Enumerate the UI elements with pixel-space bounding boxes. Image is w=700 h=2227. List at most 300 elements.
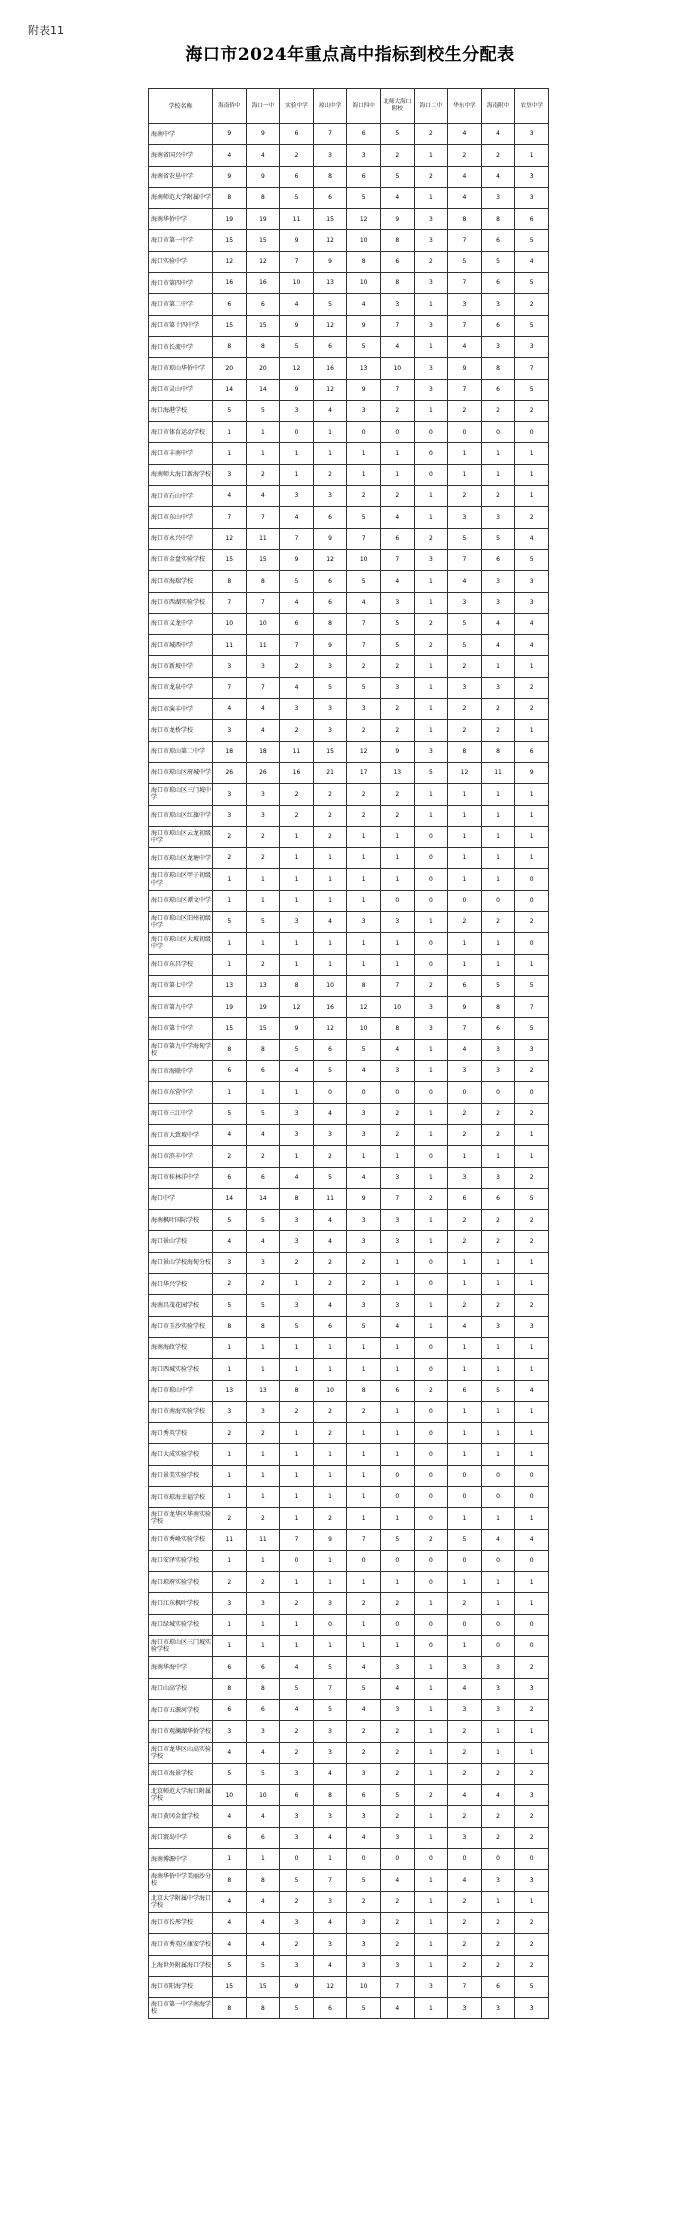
quota-cell: 1 [213, 1359, 247, 1380]
quota-cell: 1 [414, 400, 448, 421]
table-row [149, 1593, 549, 1614]
quota-cell: 15 [213, 1018, 247, 1039]
quota-cell: 4 [280, 1699, 314, 1720]
quota-cell: 12 [246, 251, 280, 272]
quota-cell: 3 [481, 592, 515, 613]
school-name-cell: 海口市第一中学南海学校 [149, 1998, 213, 2019]
quota-cell: 1 [414, 1721, 448, 1742]
quota-cell: 3 [347, 1295, 381, 1316]
quota-cell: 0 [515, 422, 549, 443]
quota-cell: 2 [213, 1572, 247, 1593]
quota-cell: 2 [515, 1912, 549, 1933]
school-name-cell: 海口黄冈金盘学校 [149, 1806, 213, 1827]
quota-cell: 7 [448, 230, 482, 251]
quota-cell: 1 [414, 1934, 448, 1955]
quota-cell: 5 [347, 571, 381, 592]
quota-cell: 1 [280, 848, 314, 869]
table-row [149, 848, 549, 869]
quota-cell: 3 [347, 1955, 381, 1976]
quota-cell: 1 [481, 1572, 515, 1593]
quota-cell: 5 [515, 1976, 549, 1997]
quota-cell: 3 [313, 699, 347, 720]
quota-cell: 1 [347, 848, 381, 869]
quota-cell: 4 [448, 1785, 482, 1806]
quota-cell: 2 [448, 1231, 482, 1252]
quota-cell: 1 [515, 1401, 549, 1422]
quota-cell: 5 [515, 230, 549, 251]
school-name-cell: 海口市第二中学 [149, 294, 213, 315]
quota-cell: 0 [515, 890, 549, 911]
quota-cell: 6 [380, 251, 414, 272]
quota-cell: 4 [380, 1039, 414, 1060]
quota-cell: 3 [280, 1210, 314, 1231]
quota-cell: 1 [515, 720, 549, 741]
quota-cell: 1 [448, 1444, 482, 1465]
school-name-cell: 海口市丰南中学 [149, 443, 213, 464]
quota-cell: 0 [347, 422, 381, 443]
quota-cell: 3 [347, 1763, 381, 1784]
quota-cell: 4 [246, 1124, 280, 1145]
quota-cell: 4 [313, 1912, 347, 1933]
column-header: 海南附中 [481, 89, 515, 124]
quota-cell: 4 [313, 1231, 347, 1252]
quota-cell: 2 [380, 1934, 414, 1955]
quota-cell: 1 [246, 1444, 280, 1465]
quota-cell: 1 [380, 1146, 414, 1167]
table-row [149, 1998, 549, 2019]
quota-cell: 4 [448, 1870, 482, 1891]
quota-cell: 1 [414, 656, 448, 677]
quota-cell: 6 [347, 166, 381, 187]
quota-cell: 6 [347, 124, 381, 145]
quota-cell: 1 [481, 1444, 515, 1465]
quota-cell: 4 [380, 1998, 414, 2019]
table-row [149, 1316, 549, 1337]
table-row [149, 613, 549, 634]
quota-cell: 1 [414, 507, 448, 528]
quota-cell: 3 [246, 1252, 280, 1273]
quota-cell: 1 [515, 1742, 549, 1763]
quota-cell: 7 [313, 1678, 347, 1699]
quota-cell: 5 [347, 1316, 381, 1337]
quota-cell: 3 [481, 1998, 515, 2019]
quota-cell: 2 [481, 1806, 515, 1827]
quota-cell: 4 [347, 1657, 381, 1678]
quota-cell: 2 [280, 656, 314, 677]
quota-cell: 1 [414, 1891, 448, 1912]
quota-cell: 2 [448, 1295, 482, 1316]
quota-cell: 3 [347, 699, 381, 720]
quota-cell: 3 [448, 1699, 482, 1720]
school-name-cell: 海口市第十四中学 [149, 315, 213, 336]
quota-cell: 0 [481, 1614, 515, 1635]
quota-cell: 4 [347, 1061, 381, 1082]
quota-cell: 7 [380, 549, 414, 570]
quota-cell: 1 [414, 1316, 448, 1337]
quota-cell: 12 [280, 997, 314, 1018]
school-name-cell: 海南华侨中学 [149, 209, 213, 230]
quota-cell: 2 [246, 1146, 280, 1167]
quota-cell: 2 [246, 464, 280, 485]
quota-cell: 0 [380, 1082, 414, 1103]
quota-cell: 1 [515, 486, 549, 507]
quota-cell: 10 [380, 997, 414, 1018]
quota-cell: 2 [481, 486, 515, 507]
quota-cell: 0 [515, 1082, 549, 1103]
quota-cell: 2 [414, 635, 448, 656]
table-row [149, 1061, 549, 1082]
school-name-cell: 海口市琼山区三门坡实验学校 [149, 1636, 213, 1657]
quota-cell: 10 [347, 273, 381, 294]
quota-cell: 19 [246, 209, 280, 230]
quota-cell: 4 [213, 699, 247, 720]
quota-cell: 6 [481, 1018, 515, 1039]
quota-cell: 15 [213, 315, 247, 336]
quota-cell: 7 [280, 528, 314, 549]
table-row [149, 1614, 549, 1635]
quota-cell: 3 [280, 400, 314, 421]
quota-cell: 0 [414, 1487, 448, 1508]
quota-cell: 1 [213, 1614, 247, 1635]
quota-cell: 3 [380, 1231, 414, 1252]
quota-cell: 1 [481, 1593, 515, 1614]
quota-cell: 2 [448, 1593, 482, 1614]
quota-cell: 1 [246, 933, 280, 954]
quota-cell: 4 [380, 1678, 414, 1699]
quota-cell: 2 [246, 1572, 280, 1593]
quota-cell: 10 [280, 273, 314, 294]
quota-cell: 1 [313, 422, 347, 443]
quota-cell: 1 [246, 1636, 280, 1657]
quota-cell: 4 [246, 720, 280, 741]
quota-cell: 1 [347, 1614, 381, 1635]
quota-cell: 5 [280, 1998, 314, 2019]
quota-cell: 3 [515, 124, 549, 145]
quota-cell: 2 [347, 1742, 381, 1763]
quota-cell: 3 [448, 1657, 482, 1678]
quota-cell: 6 [481, 273, 515, 294]
quota-cell: 1 [313, 890, 347, 911]
quota-cell: 1 [515, 1593, 549, 1614]
quota-cell: 8 [213, 1316, 247, 1337]
quota-cell: 1 [280, 464, 314, 485]
quota-cell: 1 [280, 1337, 314, 1358]
quota-cell: 10 [347, 1976, 381, 1997]
quota-cell: 1 [380, 826, 414, 847]
quota-cell: 8 [213, 1678, 247, 1699]
quota-cell: 8 [213, 1039, 247, 1060]
quota-cell: 1 [515, 805, 549, 826]
quota-cell: 3 [515, 187, 549, 208]
quota-cell: 16 [313, 997, 347, 1018]
quota-cell: 10 [246, 1785, 280, 1806]
quota-cell: 0 [414, 1508, 448, 1529]
quota-cell: 18 [213, 741, 247, 762]
quota-cell: 1 [347, 890, 381, 911]
quota-cell: 6 [213, 1167, 247, 1188]
quota-cell: 3 [280, 1231, 314, 1252]
quota-cell: 2 [380, 1593, 414, 1614]
quota-cell: 2 [515, 1806, 549, 1827]
quota-cell: 13 [246, 1380, 280, 1401]
quota-cell: 1 [414, 145, 448, 166]
quota-cell: 4 [347, 294, 381, 315]
table-row [149, 1976, 549, 1997]
quota-cell: 2 [347, 805, 381, 826]
quota-cell: 1 [414, 1657, 448, 1678]
quota-cell: 2 [213, 826, 247, 847]
quota-cell: 19 [213, 209, 247, 230]
quota-cell: 4 [481, 635, 515, 656]
school-name-cell: 海南省农垦中学 [149, 166, 213, 187]
quota-cell: 1 [414, 294, 448, 315]
quota-cell: 2 [448, 1955, 482, 1976]
quota-cell: 5 [481, 975, 515, 996]
quota-cell: 6 [313, 507, 347, 528]
quota-cell: 1 [448, 869, 482, 890]
quota-cell: 4 [448, 166, 482, 187]
quota-cell: 7 [380, 315, 414, 336]
quota-cell: 12 [313, 379, 347, 400]
quota-cell: 13 [313, 273, 347, 294]
table-row [149, 336, 549, 357]
school-name-cell: 海口中学 [149, 1188, 213, 1209]
quota-cell: 10 [313, 1380, 347, 1401]
quota-cell: 4 [246, 145, 280, 166]
quota-cell: 0 [347, 1849, 381, 1870]
quota-cell: 3 [515, 1678, 549, 1699]
quota-cell: 1 [347, 1636, 381, 1657]
quota-cell: 1 [414, 1699, 448, 1720]
quota-cell: 3 [380, 592, 414, 613]
quota-cell: 2 [280, 1593, 314, 1614]
quota-cell: 8 [481, 997, 515, 1018]
table-row [149, 145, 549, 166]
quota-cell: 2 [448, 911, 482, 932]
quota-cell: 7 [448, 1018, 482, 1039]
quota-cell: 2 [481, 720, 515, 741]
quota-cell: 2 [448, 400, 482, 421]
appendix-label: 附表11 [28, 24, 64, 37]
quota-cell: 12 [347, 209, 381, 230]
table-row [149, 1657, 549, 1678]
quota-cell: 3 [481, 1699, 515, 1720]
table-row [149, 1487, 549, 1508]
quota-cell: 2 [347, 1593, 381, 1614]
quota-cell: 1 [213, 1487, 247, 1508]
quota-cell: 3 [481, 187, 515, 208]
quota-cell: 1 [481, 1742, 515, 1763]
school-name-cell: 海口市琼山区龙塘中学 [149, 848, 213, 869]
quota-cell: 1 [515, 443, 549, 464]
quota-cell: 3 [313, 656, 347, 677]
quota-cell: 2 [481, 1103, 515, 1124]
quota-cell: 3 [481, 1870, 515, 1891]
quota-cell: 1 [414, 805, 448, 826]
school-name-cell: 海口景山学校海甸分校 [149, 1252, 213, 1273]
quota-cell: 1 [414, 720, 448, 741]
quota-cell: 6 [213, 1657, 247, 1678]
quota-cell: 6 [246, 294, 280, 315]
table-row [149, 422, 549, 443]
quota-cell: 1 [414, 1210, 448, 1231]
quota-cell: 4 [448, 336, 482, 357]
quota-cell: 2 [481, 1124, 515, 1145]
quota-cell: 5 [280, 1870, 314, 1891]
quota-cell: 3 [347, 1210, 381, 1231]
table-row [149, 1103, 549, 1124]
quota-cell: 4 [313, 1295, 347, 1316]
quota-cell: 2 [380, 1742, 414, 1763]
quota-cell: 0 [481, 1082, 515, 1103]
quota-cell: 1 [380, 848, 414, 869]
school-name-cell: 海口市灵山中学 [149, 379, 213, 400]
quota-cell: 1 [246, 1465, 280, 1486]
quota-cell: 6 [313, 1316, 347, 1337]
quota-cell: 3 [414, 997, 448, 1018]
quota-cell: 1 [414, 1103, 448, 1124]
quota-cell: 2 [347, 1252, 381, 1273]
quota-cell: 7 [213, 592, 247, 613]
quota-cell: 0 [347, 1550, 381, 1571]
quota-cell: 1 [347, 1444, 381, 1465]
document-title: 海口市2024年重点高中指标到校生分配表 [185, 45, 515, 65]
quota-cell: 3 [414, 315, 448, 336]
quota-cell: 9 [246, 166, 280, 187]
quota-cell: 2 [380, 145, 414, 166]
quota-cell: 3 [347, 145, 381, 166]
quota-cell: 0 [414, 869, 448, 890]
table-row [149, 1188, 549, 1209]
quota-cell: 8 [213, 336, 247, 357]
quota-cell: 2 [515, 1827, 549, 1848]
quota-cell: 13 [246, 975, 280, 996]
quota-cell: 1 [313, 1487, 347, 1508]
quota-cell: 0 [414, 826, 448, 847]
quota-cell: 1 [380, 954, 414, 975]
table-row [149, 1678, 549, 1699]
column-header: 海口四中 [347, 89, 381, 124]
quota-cell: 5 [414, 762, 448, 783]
quota-cell: 6 [213, 1061, 247, 1082]
quota-cell: 7 [246, 507, 280, 528]
quota-cell: 9 [380, 209, 414, 230]
quota-cell: 1 [380, 1572, 414, 1593]
quota-cell: 3 [280, 911, 314, 932]
school-name-cell: 海口市龙华区华南实验学校 [149, 1508, 213, 1529]
quota-cell: 1 [448, 805, 482, 826]
quota-cell: 3 [481, 571, 515, 592]
school-name-cell: 海南中学 [149, 124, 213, 145]
quota-cell: 9 [213, 124, 247, 145]
quota-cell: 10 [213, 1785, 247, 1806]
quota-cell: 3 [515, 1785, 549, 1806]
school-name-cell: 海南师范大学附属中学 [149, 187, 213, 208]
quota-cell: 0 [414, 1572, 448, 1593]
quota-cell: 0 [515, 869, 549, 890]
quota-cell: 7 [246, 592, 280, 613]
quota-cell: 3 [414, 230, 448, 251]
quota-cell: 7 [380, 1188, 414, 1209]
quota-cell: 3 [481, 294, 515, 315]
quota-cell: 0 [414, 1614, 448, 1635]
table-row [149, 1018, 549, 1039]
school-name-cell: 海口市第四中学 [149, 273, 213, 294]
quota-cell: 9 [313, 251, 347, 272]
quota-cell: 5 [313, 294, 347, 315]
quota-cell: 10 [246, 613, 280, 634]
quota-cell: 3 [448, 1167, 482, 1188]
school-name-cell: 海口市海瑞学校 [149, 571, 213, 592]
quota-cell: 0 [380, 422, 414, 443]
quota-cell: 1 [246, 1487, 280, 1508]
quota-cell: 5 [380, 613, 414, 634]
school-name-cell: 海南省国兴中学 [149, 145, 213, 166]
quota-cell: 12 [448, 762, 482, 783]
quota-cell: 0 [448, 1614, 482, 1635]
quota-cell: 1 [280, 443, 314, 464]
school-name-cell: 海口山高学校 [149, 1678, 213, 1699]
quota-cell: 7 [380, 975, 414, 996]
table-row [149, 1231, 549, 1252]
quota-cell: 7 [313, 1870, 347, 1891]
quota-cell: 2 [515, 400, 549, 421]
quota-cell: 2 [414, 528, 448, 549]
school-name-cell: 海口市琼山华侨中学 [149, 358, 213, 379]
quota-cell: 1 [448, 1337, 482, 1358]
quota-cell: 2 [481, 1210, 515, 1231]
quota-cell: 1 [246, 1082, 280, 1103]
quota-cell: 14 [246, 379, 280, 400]
quota-cell: 3 [213, 784, 247, 805]
quota-cell: 2 [380, 1124, 414, 1145]
quota-cell: 2 [414, 251, 448, 272]
quota-cell: 2 [246, 1423, 280, 1444]
quota-cell: 8 [280, 1380, 314, 1401]
quota-cell: 2 [515, 1210, 549, 1231]
quota-cell: 5 [347, 336, 381, 357]
quota-cell: 5 [481, 251, 515, 272]
table-row [149, 699, 549, 720]
quota-cell: 13 [380, 762, 414, 783]
quota-cell: 0 [280, 1550, 314, 1571]
quota-cell: 6 [246, 1699, 280, 1720]
quota-cell: 0 [380, 1487, 414, 1508]
quota-cell: 3 [448, 1827, 482, 1848]
quota-cell: 2 [313, 1274, 347, 1295]
quota-cell: 0 [481, 422, 515, 443]
quota-cell: 4 [213, 1912, 247, 1933]
table-row [149, 358, 549, 379]
quota-cell: 1 [448, 848, 482, 869]
quota-cell: 1 [347, 1508, 381, 1529]
quota-cell: 2 [414, 613, 448, 634]
quota-cell: 1 [481, 1423, 515, 1444]
quota-cell: 5 [347, 1678, 381, 1699]
quota-cell: 9 [313, 528, 347, 549]
quota-cell: 16 [280, 762, 314, 783]
quota-cell: 2 [313, 805, 347, 826]
quota-cell: 15 [213, 1976, 247, 1997]
quota-cell: 3 [213, 656, 247, 677]
quota-cell: 3 [380, 677, 414, 698]
quota-cell: 2 [448, 1912, 482, 1933]
quota-cell: 12 [313, 230, 347, 251]
school-name-cell: 海口市琼山区甲子初级中学 [149, 869, 213, 890]
quota-cell: 2 [347, 656, 381, 677]
table-body [149, 124, 549, 2019]
quota-cell: 1 [280, 1444, 314, 1465]
